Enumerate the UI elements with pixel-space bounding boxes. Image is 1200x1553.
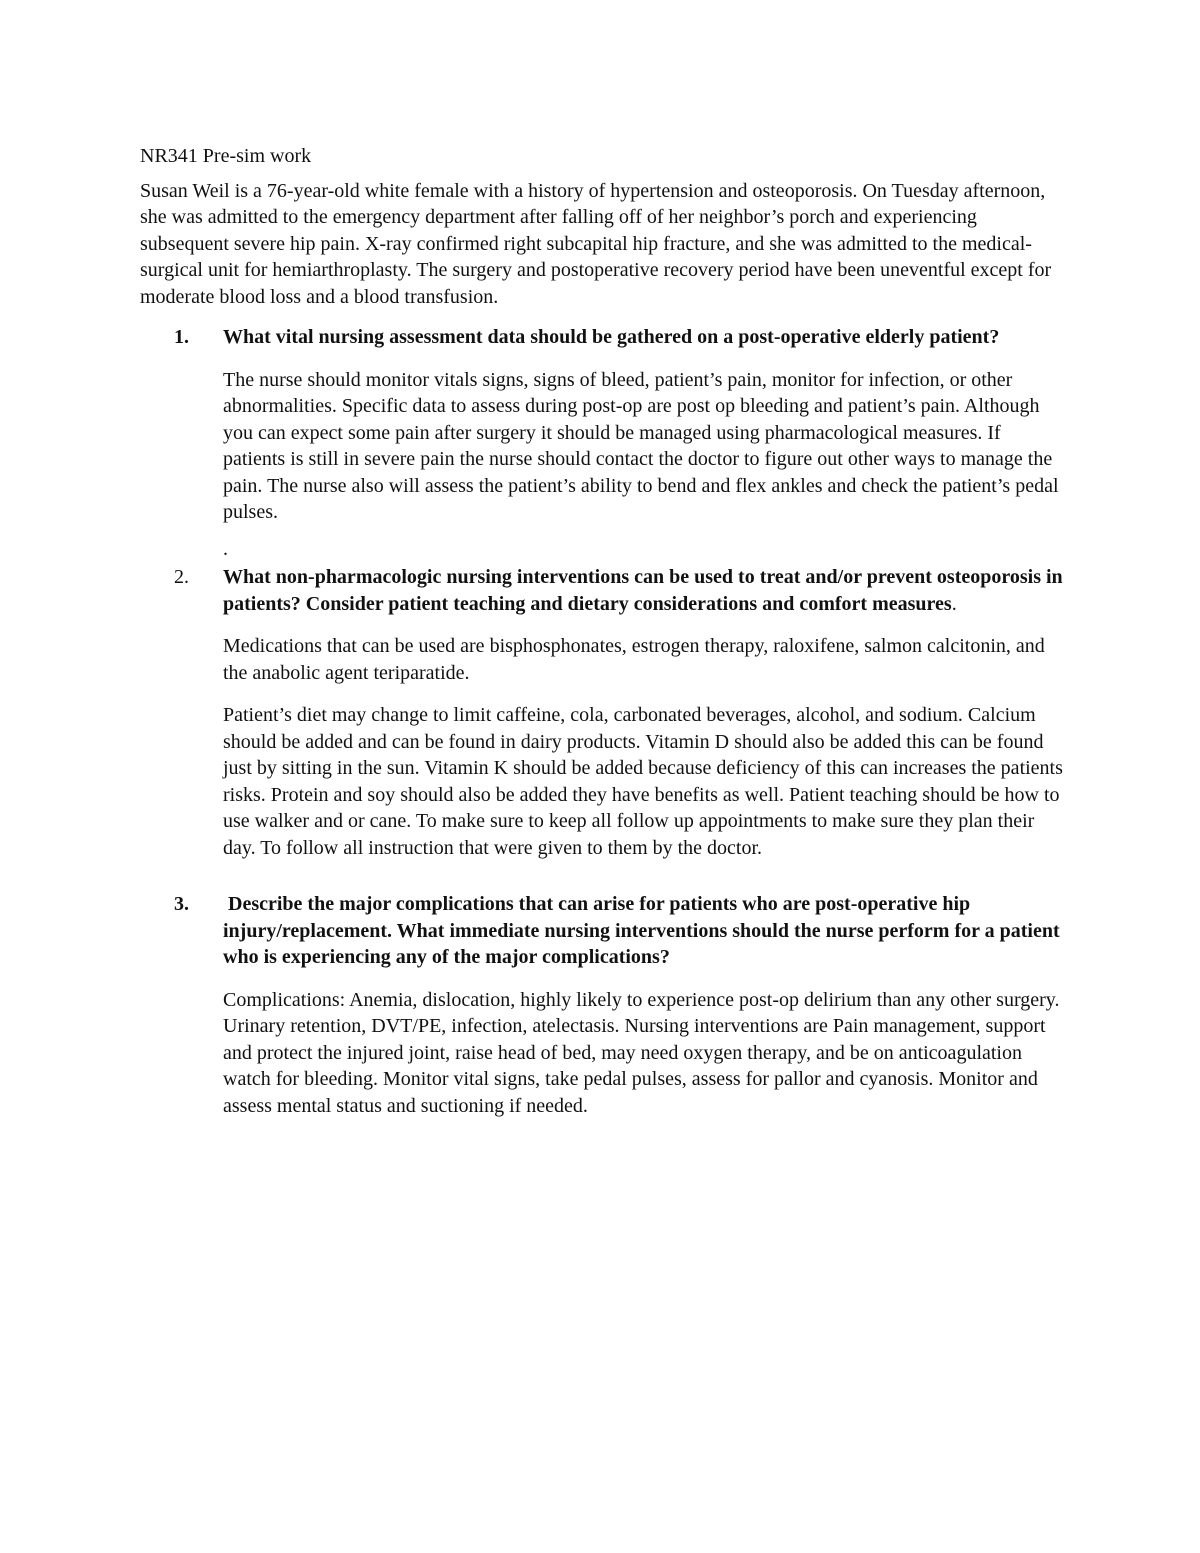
- case-intro-paragraph: Susan Weil is a 76-year-old white female with a history of hypertension and osteoporosis. On Tuesday afternoon, she was admitted to the emergency department after falling off of her neighbor’s porch and experiencing subsequent severe hip pain. X-ray confirmed right subcapital hip fracture, and she was admitted to the medical-surgical unit for hemiarthroplasty. The surgery and postoperative recovery period have been uneventful except for moderate blood loss and a blood transfusion.: [140, 179, 1052, 308]
- question-3-answer: Complications: Anemia, dislocation, highly likely to experience post-op delirium than any other surgery. Urinary retention, DVT/PE, infection, atelectasis. Nursing interventions are Pain management, support and protect the injured joint, raise head of bed, may need oxygen therapy, and be on anticoagulation watch for bleeding. Monitor vital signs, take pedal pulses, assess for pallor and cyanosis. Monitor and assess mental status and suctioning if needed.: [223, 988, 1060, 1117]
- question-2-text-block: [223, 564, 1065, 617]
- question-1-number: 1.: [174, 326, 189, 348]
- document-content: [140, 143, 1065, 1119]
- question-1-answer: The nurse should monitor vitals signs, signs of bleed, patient’s pain, monitor for infection, or other abnormalities. Specific data to assess during post-op are post op bleeding and patient’s pain. Although you can expect some pain after surgery it should be managed using pharmacological measures. If patients is still in severe pain the nurse should contact the doctor to figure out other ways to manage the pain. The nurse also will assess the patient’s ability to bend and flex ankles and check the patient’s pedal pulses.: [223, 368, 1059, 523]
- question-1-trailing-dot: .: [223, 537, 228, 560]
- question-2-answer-diet: Patient’s diet may change to limit caffeine, cola, carbonated beverages, alcohol, and sodium. Calcium should be added and can be found in dairy products. Vitamin D should also be added this can be found just by sitting in the sun. Vitamin K should be added because deficiency of this can increases the patients risks. Protein and soy should also be added they have benefits as well. Patient teaching should be how to use walker and or cane. To make sure to keep all follow up appointments to make sure they plan their day. To follow all instruction that were given to them by the doctor.: [223, 704, 1063, 859]
- question-3-text: Describe the major complications that can arise for patients who are post-operative hip injury/replacement. What immediate nursing interventions should the nurse perform for a patient who is experiencing any of the major complications?: [223, 893, 1065, 968]
- question-1-text: What vital nursing assessment data should be gathered on a post-operative elderly patient?: [223, 326, 1000, 348]
- question-2-number: 2.: [174, 566, 189, 588]
- question-3: [140, 891, 1065, 1119]
- question-2-answer-medications: Medications that can be used are bisphosphonates, estrogen therapy, raloxifene, salmon calcitonin, and the anabolic agent teriparatide.: [223, 635, 1045, 684]
- document-title: NR341 Pre-sim work: [140, 145, 312, 167]
- question-2-text-tail: .: [951, 592, 957, 615]
- question-1: [140, 324, 1065, 562]
- question-2-text: What non-pharmacologic nursing interventions can be used to treat and/or prevent osteoporosis in patients? Consider patient teaching and dietary considerations and comfort measures: [223, 566, 1063, 615]
- question-2: [140, 564, 1065, 861]
- question-3-number: 3.: [174, 893, 189, 915]
